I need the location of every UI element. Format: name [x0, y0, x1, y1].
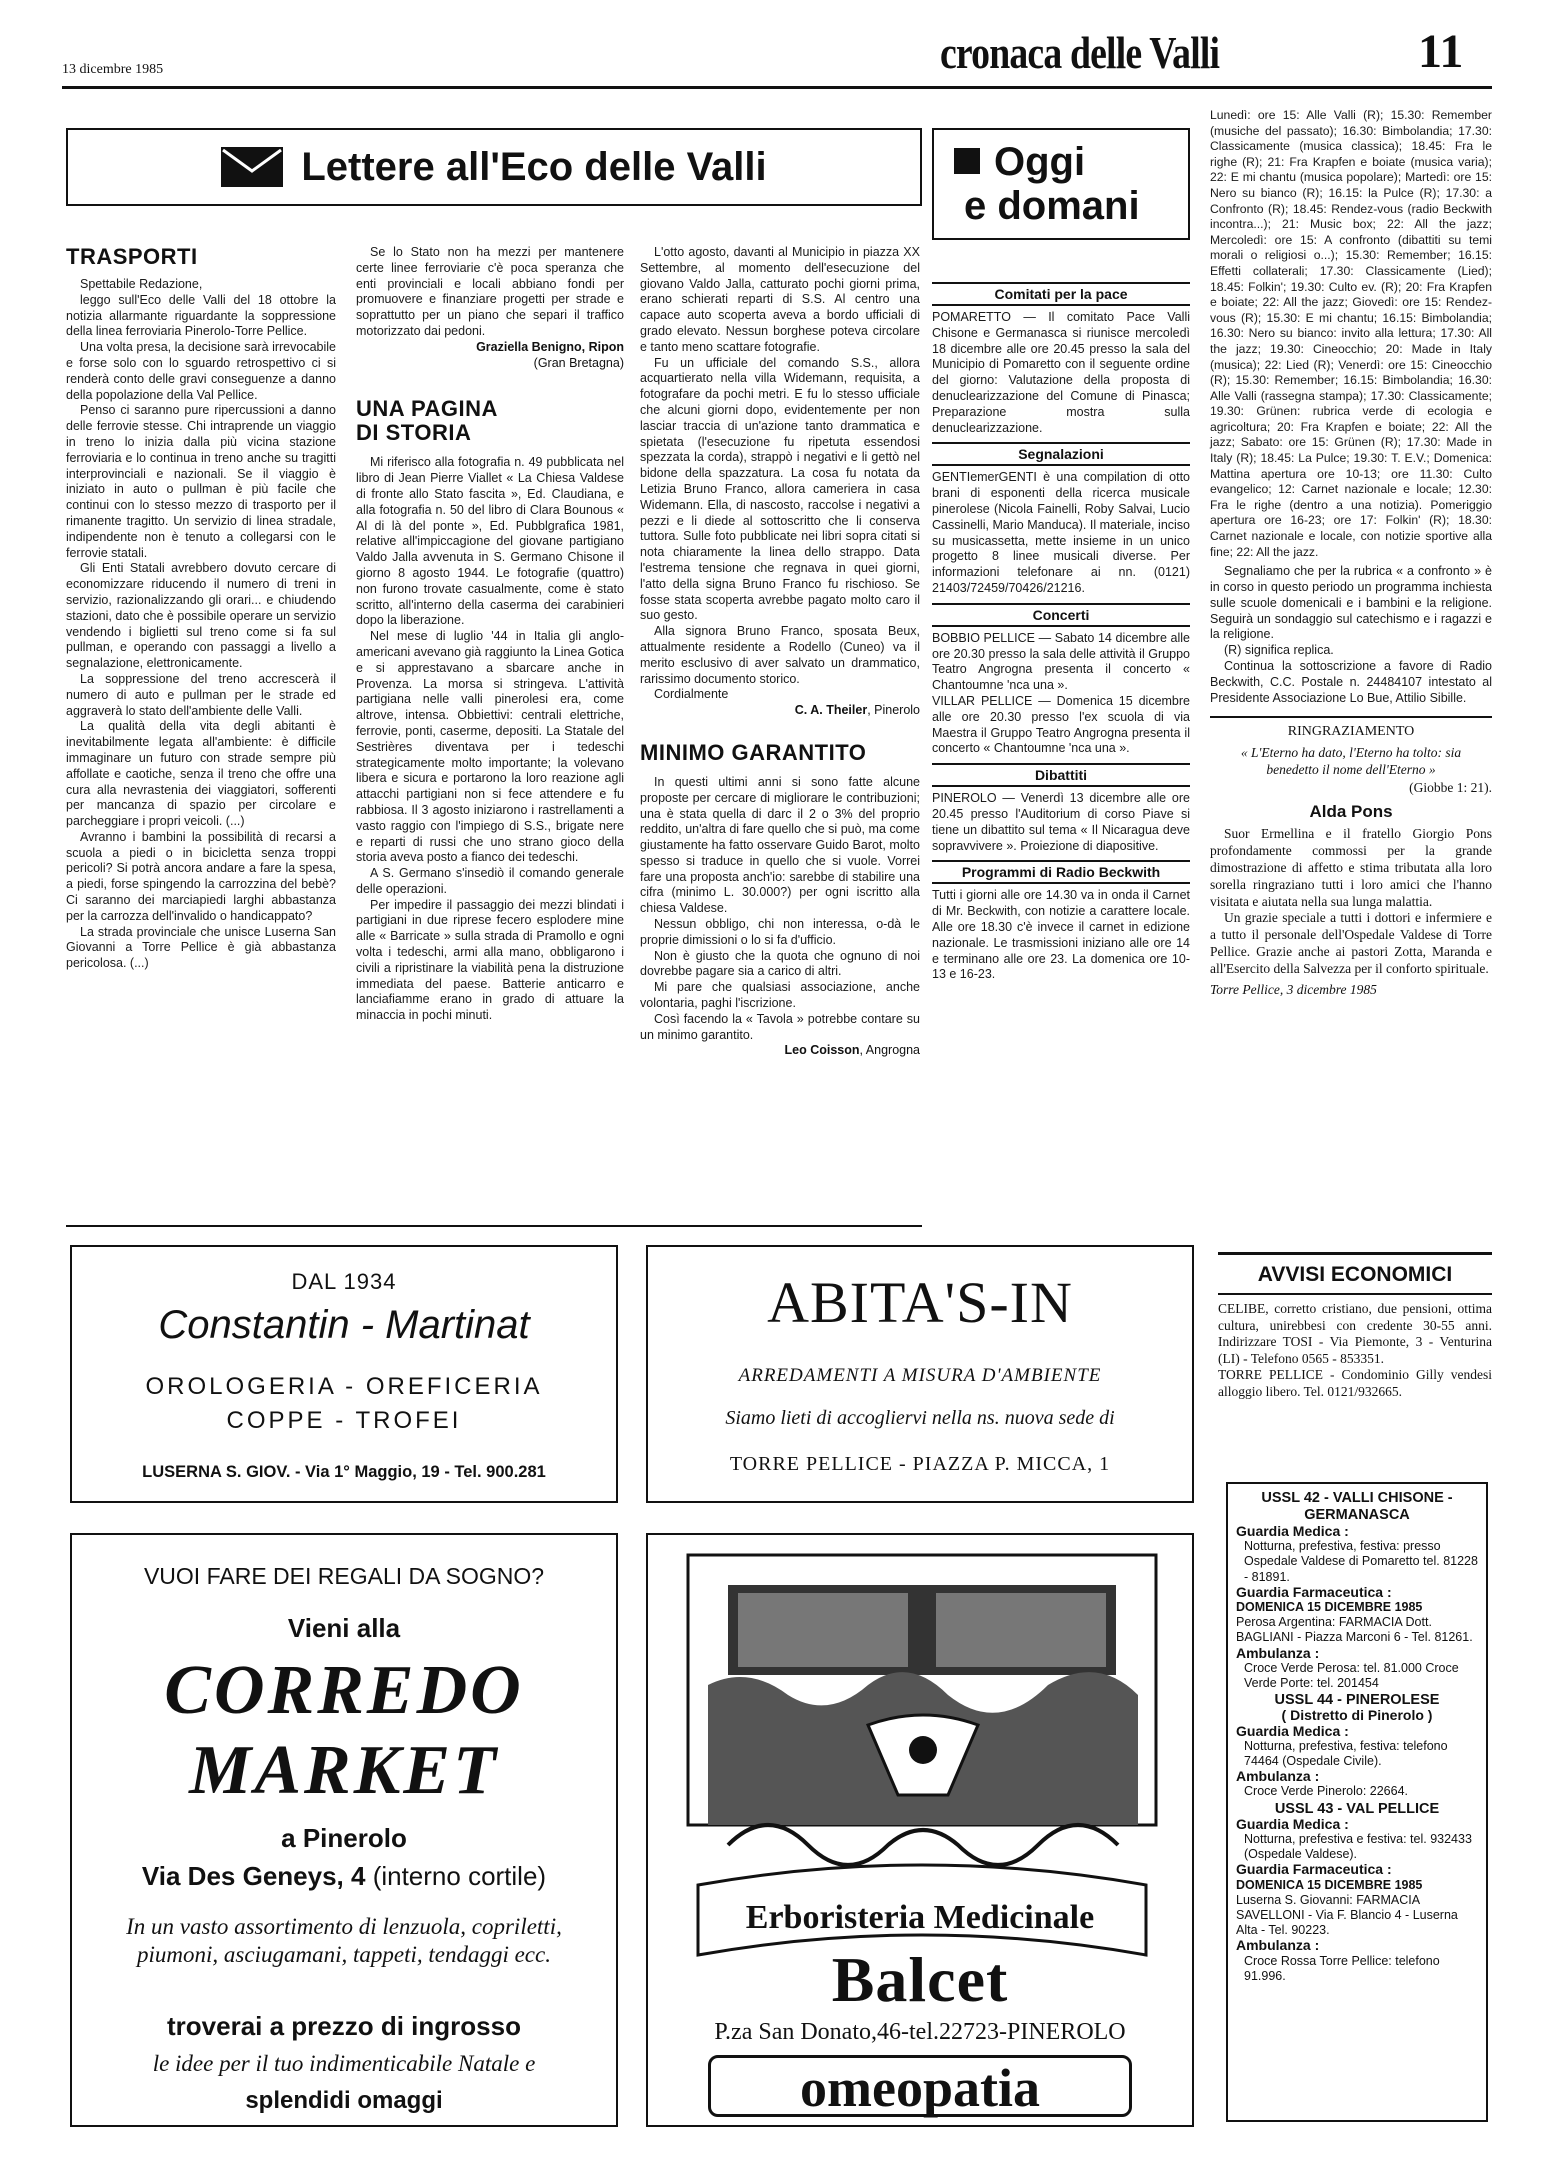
- square-bullet-icon: [954, 148, 980, 174]
- ringraziamento-place: Torre Pellice, 3 dicembre 1985: [1210, 981, 1377, 997]
- ussl-44-amb-text: Croce Verde Pinerolo: 22664.: [1244, 1784, 1408, 1799]
- abitas-ad: [646, 1245, 1194, 1503]
- constantin-since: DAL 1934: [291, 1269, 397, 1294]
- balcet-footer: omeopatia: [800, 2058, 1040, 2118]
- letters-banner: [66, 128, 922, 206]
- avvisi-p1: CELIBE, corretto cristiano, due pensioni, ottima cultura, unirebbesi con credente 30-55 anni. Indirizzare TOSI - Via Piemonte, 3 - Venturina (LI) - Telefono 0565 - 853351.: [1218, 1301, 1492, 1366]
- ussl-42-amb: Ambulanza :: [1236, 1644, 1320, 1661]
- ussl-43-gm-text: Notturna, prefestiva e festiva: tel. 932433 (Ospedale Valdese).: [1244, 1832, 1472, 1862]
- comitati-head: Comitati per la pace: [932, 282, 1190, 306]
- page-date: 13 dicembre 1985: [62, 62, 164, 77]
- ringraziamento-head: RINGRAZIAMENTO: [1287, 724, 1415, 740]
- dibattiti-text: PINEROLO — Venerdì 13 dicembre alle ore 20.45 presso l'Auditorium di corso Piave si tiene un dibattito sul tema « Il Nicaragua deve sopravvivere ». Proiezione di diapositive.: [932, 791, 1190, 853]
- letters-banner-title: Lettere all'Eco delle Valli: [301, 144, 767, 189]
- corredo-line-2: Vieni alla: [287, 1613, 401, 1643]
- avvisi-rule-2: [1218, 1293, 1492, 1295]
- ussl-43-head: USSL 43 - VAL PELLICE: [1274, 1800, 1440, 1817]
- right-rule-1: [1210, 716, 1492, 718]
- storia-p3: A S. Germano s'insediò il comando generale delle operazioni.: [356, 866, 624, 896]
- letters-bottom-rule: [66, 1225, 922, 1227]
- ringraziamento-name: Alda Pons: [1309, 802, 1393, 822]
- ussl-43-amb: Ambulanza :: [1236, 1937, 1320, 1954]
- corredo-name-2: MARKET: [189, 1732, 499, 1809]
- storia-closing: Cordialmente: [654, 687, 729, 702]
- oggi-banner: [932, 128, 1190, 240]
- trasporti-p4: Gli Enti Statali avrebbero dovuto cercare di economizzare riducendo il numero di treni in servizio, razionalizzando gli orari... e chiudendo stazioni, dato che è possibile operare un servizio vendendo i biglietti sul treno come si fa sul pullman, e operando con passaggi a livello a segnalazione, elettronicamente.: [66, 561, 336, 671]
- corredo-line-1: VUOI FARE DEI REGALI DA SOGNO?: [143, 1563, 545, 1589]
- trasporti-p5: La soppressione del treno accrescerà il numero di auto e pullman per le strade ed aggraverà lo stato dell'ambiente delle Valli.: [66, 671, 336, 718]
- ussl-42-gf-text: Perosa Argentina: FARMACIA Dott. BAGLIANI - Piazza Marconi 6 - Tel. 81261.: [1236, 1615, 1473, 1645]
- radio-note-1: Segnaliamo che per la rubrica « a confronto » è in corso in questo periodo un programma inchiesta sulle scuole domenicali e i bambini e la religione. Seguirà un sondaggio sul catechismo e i ragazzi e la religione.: [1210, 564, 1492, 642]
- ussl-box: [1226, 1482, 1488, 2122]
- constantin-ad: [70, 1245, 618, 1503]
- trasporti-p7: Avranno i bambini la possibilità di recarsi a scuola a piedi o in bicicletta senza troppi pericoli? Si potrà ancora andare a fare la spesa, a piedi, forse spingendo la carrozzina del bebè? Ci saranno dei marciapiedi larghi abbastanza per la carrozza dell'invalido o handicappato?: [66, 829, 336, 923]
- storia-title-1: UNA PAGINA: [356, 396, 498, 422]
- corredo-ad: [70, 1533, 618, 2127]
- avvisi-head: AVVISI ECONOMICI: [1257, 1263, 1453, 1286]
- balcet-ad: [646, 1533, 1194, 2127]
- corredo-desc: In un vasto assortimento di lenzuola, copriletti, piumoni, asciugamani, tappeti, tendaggi ecc.: [126, 1914, 562, 1967]
- storia-p2: Nel mese di luglio '44 in Italia gli anglo-americani avevano già raggiunto la Linea Gotica e si apprestavano a sbarcare anche in Provenza. La morsa si stringeva. L'attività partigiana nelle valli pinerolesi era, come altrove, intensa. Obbiettivi: centrali elettriche, ferrovie, ponti, caserme, depositi. La Statale del Sestrières diventava per i tedeschi strategicamente molto importante; la volevano libera e sicura e portarono la loro reazione agli attacchi partigiani non si fece attendere e fu rabbiosa. Il 3 agosto iniziarono i rastrellamenti a vasto raggio con l'impiego di S.S., brigate nere e reparti di russi che uno strano gioco della storia aveva posto a fianco dei tedeschi.: [356, 629, 624, 865]
- ussl-42-date: DOMENICA 15 DICEMBRE 1985: [1236, 1600, 1423, 1615]
- letters-col-1: [66, 245, 336, 972]
- radio-intro: Tutti i giorni alle ore 14.30 va in onda il Carnet di Mr. Beckwith, con notizie a carattere locale. Alle ore 18.30 c'è invece il carnet in edizione nazionale. Le trasmissioni iniziano alle ore 14 e terminano alle ore 23. La domenica ore 10-13 e 16-23.: [932, 888, 1190, 982]
- minimo-p5: Così facendo la « Tavola » potrebbe contare su un minimo garantito.: [640, 1011, 920, 1042]
- constantin-address: LUSERNA S. GIOV. - Via 1° Maggio, 19 - Tel. 900.281: [142, 1463, 546, 1481]
- ussl-43-gf-text: Luserna S. Giovanni: FARMACIA SAVELLONI - Via F. Blancio 4 - Luserna Alta - Tel. 90223.: [1236, 1892, 1458, 1938]
- storia-p6: Fu un ufficiale del comando S.S., allora acquartierato nella villa Widemann, requisita, a fotografare da pochi metri. E fu lo stesso ufficiale che alcuni giorni dopo, evidentemente per non lasciar traccia di un'azione tanto drammatica e spietata (l'esecuzione fu ripetuta essendosi spezzata la corda), strappò i negativi e li gettò nel bidone della spazzatura. La cosa fu notata da Letizia Bruno Franco, allora cameriera in casa Widemann. Ella, di nascosto, raccolse i negativi a pezzi e li diede al sottoscritto che li conserva tuttora. Sulle foto pubblicate nei libri sopra citati si nota chiaramente la linea dello strappo. Data l'estrema tensione che regnava in quei giorni, l'atto della signa Bruno Franco fu rischioso. Se fosse stata scoperta avrebbe pagato molto caro il suo gesto.: [640, 355, 920, 623]
- storia-p1: Mi riferisco alla fotografia n. 49 pubblicata nel libro di Jean Pierre Viallet « La Chiesa Valdese di fronte allo Stato fascita », Ed. Claudiana, e alla fotografia n. 50 del libro di Clara Bounous « Al di là del ponte », Ed. Pubblgrafica 1981, relative all'impiccagione del giovane partigiano Valdo Jalla avvenuta in S. Germano Chisone il giorno 8 agosto 1944. Le fotografie (quattro) non furono trovate casualmente, come è stato scritto, all'interno della caserma dei carabinieri dopo la liberazione.: [356, 455, 624, 628]
- segnalazioni-head: Segnalazioni: [932, 442, 1190, 466]
- ussl-42-head: USSL 42 - VALLI CHISONE - GERMANASCA: [1261, 1490, 1453, 1523]
- storia-p5: L'otto agosto, davanti al Municipio in piazza XX Settembre, al momento dell'esecuzione del giovano Valdo Jalla, catturato pochi giorni prima, erano schierati reparti di S.S. Al centro una capace auto scoperta aveva a bordo ufficiali di grado elevato. Nessun borghese poteva circolare e tanto meno scattare fotografie.: [640, 245, 920, 354]
- dibattiti-head: Dibattiti: [932, 763, 1190, 787]
- balcet-banner: Erboristeria Medicinale: [745, 1899, 1095, 1936]
- storia-title-2: DI STORIA: [356, 420, 472, 446]
- ussl-43-gf: Guardia Farmaceutica :: [1236, 1861, 1392, 1878]
- ussl-42-gf: Guardia Farmaceutica :: [1236, 1583, 1392, 1600]
- corredo-name-1: CORREDO: [164, 1652, 524, 1729]
- concerti-head: Concerti: [932, 603, 1190, 627]
- ussl-42-amb-text: Croce Verde Perosa: tel. 81.000 Croce Verde Porte: tel. 201454: [1244, 1660, 1459, 1691]
- radio-note-2: (R) significa replica.: [1224, 643, 1334, 658]
- minimo-p1: In questi ultimi anni si sono fatte alcune proposte per cercare di migliorare le contribuzioni; una è stata quella di darc il 2 o 3% del proprio reddito, un'altra di fare quello che si può, ma come giustamente ha fatto osservare Guido Barot, molto spesso si traduce in quello che si vuole. Vorrei fare una proposta anch'io: sarebbe di stabilire una cifra (minimo L. 30.000?) per ogni iscritto alla chiesa Valdese.: [640, 774, 920, 916]
- oggi-title-1: Oggi: [994, 140, 1086, 184]
- corredo-desc-2: le idee per il tuo indimenticabile Natale e: [152, 2051, 536, 2076]
- concerti-text-2: VILLAR PELLICE — Domenica 15 dicembre alle ore 20.30 presso l'ex scuola di via Maestra il Gruppo Teatro Angrogna presenta il concerto « Chantoumne 'nca una ».: [932, 693, 1190, 756]
- masthead: cronaca delle Valli: [940, 27, 1220, 78]
- avvisi-rule: [1218, 1252, 1492, 1255]
- ussl-43-gm: Guardia Medica :: [1236, 1815, 1349, 1832]
- radio-head: Programmi di Radio Beckwith: [932, 860, 1190, 884]
- radio-note-3: Continua la sottoscrizione a favore di Radio Beckwith, C.C. Postale n. 24484107 intestato al Presidente Associazione Lo Bue, Attilio Sibille.: [1210, 659, 1492, 705]
- minimo-p3: Non è giusto che la quota che ognuno di noi dovrebbe pagare sia a carico di altri.: [640, 948, 920, 979]
- ussl-42-gm: Guardia Medica :: [1236, 1523, 1349, 1539]
- trasporti-signature-place: (Gran Bretagna): [533, 355, 624, 370]
- minimo-p4: Mi pare che qualsiasi associazione, anche volontaria, paghi l'iscrizione.: [640, 980, 920, 1011]
- storia-signature: C. A. Theiler: [794, 703, 868, 718]
- envelope-icon: [221, 147, 283, 187]
- segnalazioni-text: GENTIemerGENTI è una compilation di otto brani di esponenti della ricerca musicale pinerolese (Nicola Fainelli, Roby Salvai, Lucio Cassinelli, Mario Manduca). Il materiale, inciso su musicassetta, mette insieme in un unico progetto 8 linee musicali diverse. Per informazioni telefonare ai nn. (0121) 21403/72459/70426/21216.: [932, 470, 1190, 595]
- storia-p7: Alla signora Bruno Franco, sposata Beux, attualmente residente a Rodello (Cuneo) va il merito esclusivo di aver salvato un drammatico, rarissimo documento storico.: [640, 624, 920, 686]
- page-number: 11: [1418, 25, 1464, 78]
- ringraziamento-p1: Suor Ermellina e il fratello Giorgio Pons profondamente commossi per la grande dimostrazione di affetto e stima tributata alla loro sorella ringraziano tutti i loro amici che l'hanno visitata e aiutata nella sua lunga malattia.: [1210, 826, 1492, 909]
- trasporti-p9: Se lo Stato non ha mezzi per mantenere certe linee ferroviarie c'è poca speranza che enti provinciali e locali abbiano fondi per promuovere e finanziare progetti per strade e soprattutto per un piano che separi il traffico motorizzato dai pedoni.: [356, 245, 624, 338]
- letters-col-3: [640, 245, 920, 1059]
- abitas-welcome: Siamo lieti di accogliervi nella ns. nuova sede di: [725, 1407, 1115, 1429]
- constantin-line-1: OROLOGERIA - OREFICERIA: [145, 1373, 543, 1400]
- avvisi-p2: TORRE PELLICE - Condominio Gilly vendesi alloggio libero. Tel. 0121/932665.: [1218, 1367, 1492, 1399]
- ussl-44-sub: ( Distretto di Pinerolo ): [1281, 1707, 1433, 1724]
- trasporti-p1: leggo sull'Eco delle Valli del 18 ottobre la notizia allarmante riguardante la soppressione della linea ferroviaria Pinerolo-Torre Pellice.: [66, 292, 336, 339]
- minimo-signature: Leo Coisson: [784, 1043, 860, 1058]
- abitas-address: TORRE PELLICE - PIAZZA P. MICCA, 1: [729, 1453, 1111, 1475]
- radio-schedule: Lunedì: ore 15: Alle Valli (R); 15.30: Remember (musiche del passato); 16.30: Bimbolandia; 17.30: Classicamente (musica classica); 18.45: Fra le righe (R); 21: Fra Krapfen e boiate (musica varia); 22: E mi chantu (musica popolare); Martedì: ore 15: Nero su bianco (R); 16.15: la Pulce (R); 17.30: a Confronto (R); 18.45: Rendez-vous (radio Beckwith incontra...); 21: Music box; 22: All the jazz; Mercoledì: ore 15: A confronto (dibattiti su temi morali o religiosi o...); 15.30: Remember; 16.15: Effetti collaterali; 17.30: Classicamente (Lied); 18.45: Folkin'; 19.30: Culto ev. (R); 20: Fra Krapfen e boiate; 22: All the jazz; Giovedì: ore 15: Rendez-vous (R); 15.30: E mi chantu; 16.15: Bimbolandia; 16.30: Nero su bianco: invito alla lettura; 17.30: All the jazz; 19.30: Cineocchio; 20: Made in Italy (musica); 22: Lied (R); Venerdì: ore 15: Cineocchio (R); 15.30: Remember; 16.15: Bimbolandia; 16.30: Alle Valli (rassegna stampa); 17.30: Classicamente; 19.30: Grünen: rubrica verde di ecologia e agricoltura; 20: Fra Krapfen e boiate; 22: All the jazz; Sabato: ore 15: Grünen (R); 17.30: Made in Italy (R); 18.45: La Pulce; 19.30: T. E.V.; Domenica: Mattina apertura ore 10-13; ore 11.30: Culto evangelico; 12: Carnet nazionale e locale; 12.30: Fra le righe (dentro a una notizia). Pomeriggio apertura ore 16-23; ore 17: Folkin' (R); 18.30: Carnet nazionale e locale, con notizie sportive alla fine; 22: All the jazz.: [1210, 108, 1492, 559]
- trasporti-p6: La qualità della vita degli abitanti è inevitabilmente legata all'ambiente: è difficile immaginare un futuro con strade sempre più affollate e caotiche, senza il treno che offre una cura alla nevrastenia dei viaggiatori, sofferenti per mancanza di spazio per circolare e parcheggiare i propri veicoli. (...): [66, 719, 336, 829]
- concerti-text-1: BOBBIO PELLICE — Sabato 14 dicembre alle ore 20.30 presso la sala delle attività il Gruppo Teatro Angrogna presenta il concerto « Chantoumne 'nca una ».: [932, 630, 1190, 693]
- comitati-text: POMARETTO — Il comitato Pace Valli Chisone e Germanasca si riunisce mercoledì 18 dicembre alle ore 20.45 presso la sala del Municipio di Pomaretto con il seguente ordine del giorno: Valutazione della proposta di denuclearizzazione del Comune di Pinasca; Preparazione mostra sulla denuclearizzazione.: [932, 310, 1190, 435]
- avvisi-section: [1218, 1252, 1492, 1400]
- oggi-title-2: e domani: [964, 184, 1140, 228]
- ussl-43-amb-text: Croce Rossa Torre Pellice: telefono 91.996.: [1244, 1953, 1440, 1983]
- trasporti-title: TRASPORTI: [66, 244, 198, 269]
- ringraziamento-quote: « L'Eterno ha dato, l'Eterno ha tolto: sia benedetto il nome dell'Eterno »: [1240, 745, 1462, 778]
- trasporti-p8: La strada provinciale che unisce Luserna San Giovanni a Torre Pellice è già abbastanza pericolosa. (...): [66, 924, 336, 971]
- corredo-address: Via Des Geneys, 4: [141, 1861, 366, 1891]
- storia-p4: Per impedire il passaggio dei mezzi blindati i partigiani in due riprese fecero esplodere mine alle « Barricate » sulla strada di Pramollo e ogni volta i tedeschi, armi alla mano, obbligarono i civili a ripristinare la viabilità pena la distruzione immediata del paese. Batterie anticarro e lanciafiamme erano in grado di attuare la minaccia in pochi minuti.: [356, 897, 624, 1023]
- corredo-price: troverai a prezzo di ingrosso: [167, 2011, 521, 2041]
- abitas-name: ABITA'S-IN: [767, 1270, 1073, 1335]
- minimo-title: MINIMO GARANTITO: [640, 739, 867, 765]
- trasporti-p2: Una volta presa, la decisione sarà irrevocabile e forse solo con lo sguardo retrospettivo ci si renderà conto delle gravi conseguenze a danno della popolazione della Val Pellice.: [66, 340, 336, 402]
- trasporti-signature: Graziella Benigno, Ripon: [476, 339, 624, 354]
- balcet-address: P.za San Donato,46-tel.22723-PINEROLO: [714, 2019, 1126, 2045]
- ussl-44-head: USSL 44 - PINEROLESE: [1274, 1692, 1440, 1709]
- trasporti-p3: Penso ci saranno pure ripercussioni a danno delle ferrovie stesse. Chi intraprende un viaggio in treno lo inizia dalla più vicina stazione ferroviaria e lo continua in treno anche su tragitti interprovinciali e nazionali. Se il viaggio è iniziato in auto o pullman è più facile che continui con lo stesso mezzo di trasporto per il rimanente tragitto. Un servizio di linea stradale, indipendente non è tenuto a collegarsi con le ferrovie statali.: [66, 403, 336, 560]
- right-column: [1210, 108, 1492, 998]
- ussl-44-gm-text: Notturna, prefestiva, festiva: telefono 74464 (Ospedale Civile).: [1244, 1738, 1448, 1769]
- minimo-signature-place: , Angrogna: [859, 1043, 920, 1058]
- ringraziamento-ref: (Giobbe 1: 21).: [1409, 780, 1492, 796]
- ussl-44-amb: Ambulanza :: [1236, 1768, 1320, 1785]
- ussl-43-date: DOMENICA 15 DICEMBRE 1985: [1236, 1877, 1423, 1892]
- corredo-address-note: (interno cortile): [372, 1861, 547, 1891]
- constantin-name: Constantin - Martinat: [158, 1303, 530, 1347]
- constantin-line-2: COPPE - TROFEI: [226, 1407, 462, 1434]
- ussl-42-gm-text: Notturna, prefestiva, festiva: presso Ospedale Valdese di Pomaretto tel. 81228 - 81891.: [1244, 1539, 1478, 1584]
- trasporti-salutation: Spettabile Redazione,: [80, 277, 203, 291]
- balcet-name: Balcet: [831, 1944, 1009, 2015]
- letters-col-2: [356, 245, 624, 1024]
- header-rule: [62, 86, 1492, 89]
- corredo-gifts: splendidi omaggi: [245, 2087, 443, 2114]
- minimo-p2: Nessun obbligo, chi non interessa, o-dà le proprie dimissioni o lo si fa d'ufficio.: [640, 917, 920, 947]
- ussl-44-gm: Guardia Medica :: [1236, 1722, 1349, 1739]
- corredo-city: a Pinerolo: [281, 1823, 407, 1853]
- storia-signature-place: , Pinerolo: [867, 703, 920, 718]
- oggi-column: [932, 276, 1190, 983]
- abitas-tagline: ARREDAMENTI A MISURA D'AMBIENTE: [738, 1365, 1102, 1386]
- ringraziamento-p2: Un grazie speciale a tutti i dottori e infermiere e a tutto il personale dell'Ospedale Valdese di Torre Pellice. Grazie anche ai pastori Zotta, Maranda e all'Esercito della Salvezza per il conforto spirituale.: [1210, 910, 1492, 976]
